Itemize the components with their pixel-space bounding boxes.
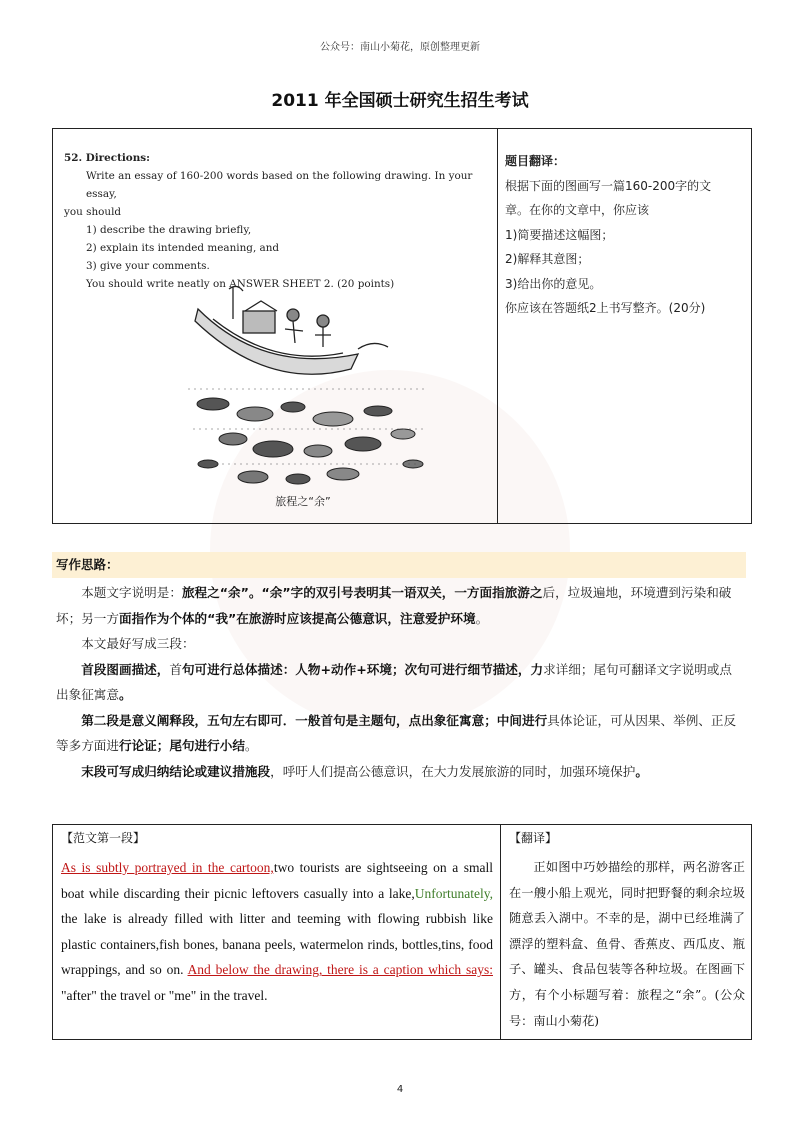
text-run: 第二段是意义阐释段，五句左右即可．一般首句是主题句，点出象征寓意；中间进行 (81, 712, 548, 728)
translation-line: 1)简要描述这幅图； (505, 227, 614, 242)
directions-line: You should write neatly on ANSWER SHEET 2. (20 points) (86, 278, 395, 290)
drawing-caption: 旅程之“余” (275, 495, 331, 508)
text-run: 本题文字说明是： (81, 585, 182, 600)
translation-line: 2)解释其意图； (505, 252, 590, 266)
directions-line: 2) explain its intended meaning, and (86, 242, 280, 254)
sample-heading: 【范文第一段】 (61, 831, 146, 845)
directions-title: 52. Directions: (64, 152, 150, 164)
text-run: "after" the travel or "me" in the travel. (61, 987, 268, 1003)
translation-line: 3)给出你的意见。 (505, 276, 602, 291)
highlight-phrase: As is subtly portrayed in the cartoon, (61, 860, 274, 875)
text-run: 具体论证，可从因果、举例、正反等多方面进 (56, 712, 737, 753)
directions-line: 1) describe the drawing briefly, (86, 224, 252, 236)
directions-line: you should (64, 206, 122, 218)
text-run: 。 (475, 610, 489, 626)
text-run: 首段图画描述， (81, 661, 170, 677)
transition-phrase: Unfortunately, (414, 885, 493, 901)
thinking-paragraph-4 (56, 708, 744, 759)
cartoon-drawing (173, 279, 443, 494)
thinking-paragraph-5 (56, 759, 744, 785)
translation-block (505, 149, 745, 321)
highlight-phrase: And below the drawing, there is a caption which says: (187, 962, 493, 978)
sample-paragraph (61, 855, 493, 1009)
thinking-title: 写作思路： (52, 552, 746, 578)
thinking-paragraph-3 (56, 657, 744, 708)
header-note: 公众号：南山小菊花，原创整理更新 (320, 42, 480, 53)
page-number: 4 (396, 1084, 404, 1095)
question-box (52, 128, 752, 524)
thinking-paragraph-2: 本文最好写成三段： (81, 636, 195, 651)
sample-box (52, 824, 752, 1040)
thinking-paragraph-1 (56, 580, 744, 631)
sample-translation: 正如图中巧妙描绘的那样，两名游客正在一艘小船上观光，同时把野餐的剩余垃圾随意丢入湖中。不幸的是，湖中已经堆满了漂浮的塑料盒、鱼骨、香蕉皮、西瓜皮、瓶子、罐头、食品包装等各种垃圾。在图画下方，有个小标题写着：旅程之“余”。(公众号：南山小菊花) (509, 860, 745, 1028)
column-divider (497, 129, 498, 523)
text-run: 首 (169, 661, 182, 677)
text-run: 末段可写成归纳结论或建议措施段 (81, 763, 271, 779)
text-run: two tourists are sightseeing on a small boat while discarding their picnic leftovers casually into a lake, (61, 860, 493, 901)
text-run: 。 (635, 763, 648, 779)
translation-title: 题目翻译： (505, 154, 566, 168)
translation-line: 章。在你的文章中，你应该 (505, 203, 650, 217)
thinking-section (56, 580, 744, 784)
page-title: 2011 年全国硕士研究生招生考试 (271, 91, 529, 111)
directions-line: Write an essay of 160-200 words based on the following drawing. In your essay, (86, 170, 473, 200)
text-run: 旅程之“余”。“余”字的双引号表明其一语双关，一方面指旅游之 (181, 585, 543, 600)
directions-block (64, 149, 484, 293)
text-run: 。 (244, 738, 258, 753)
text-run: 面指作为个体的“我”在旅游时应该提高公德意识，注意爱护环境 (118, 610, 476, 626)
text-run: 。 (118, 687, 132, 702)
translation-line: 根据下面的图画写一篇160-200字的文 (505, 178, 712, 193)
translation-line: 你应该在答题纸2上书写整齐。(20分) (505, 301, 706, 315)
text-run: 求详细；尾句可翻译文字说明或点出象征寓意 (56, 661, 732, 702)
text-run: 句可进行总体描述：人物+动作+环境；次句可进行细节描述，力 (181, 661, 544, 677)
column-divider (500, 825, 501, 1039)
directions-line: 3) give your comments. (86, 260, 210, 272)
text-run: ，呼吁人们提高公德意识，在大力发展旅游的同时，加强环境保护 (270, 763, 636, 779)
text-run: the lake is already filled with litter and teeming with flowing rubbish like plastic containers,fish bones, banana peels, watermelon rinds, bottles,tins, food wrappings, and so on. (61, 911, 493, 978)
sample-translation-heading: 【翻译】 (509, 831, 558, 845)
text-run: 行论证；尾句进行小结 (118, 738, 245, 753)
text-run: 后，垃圾遍地，环境遭到污染和破坏；另一方 (56, 585, 732, 626)
